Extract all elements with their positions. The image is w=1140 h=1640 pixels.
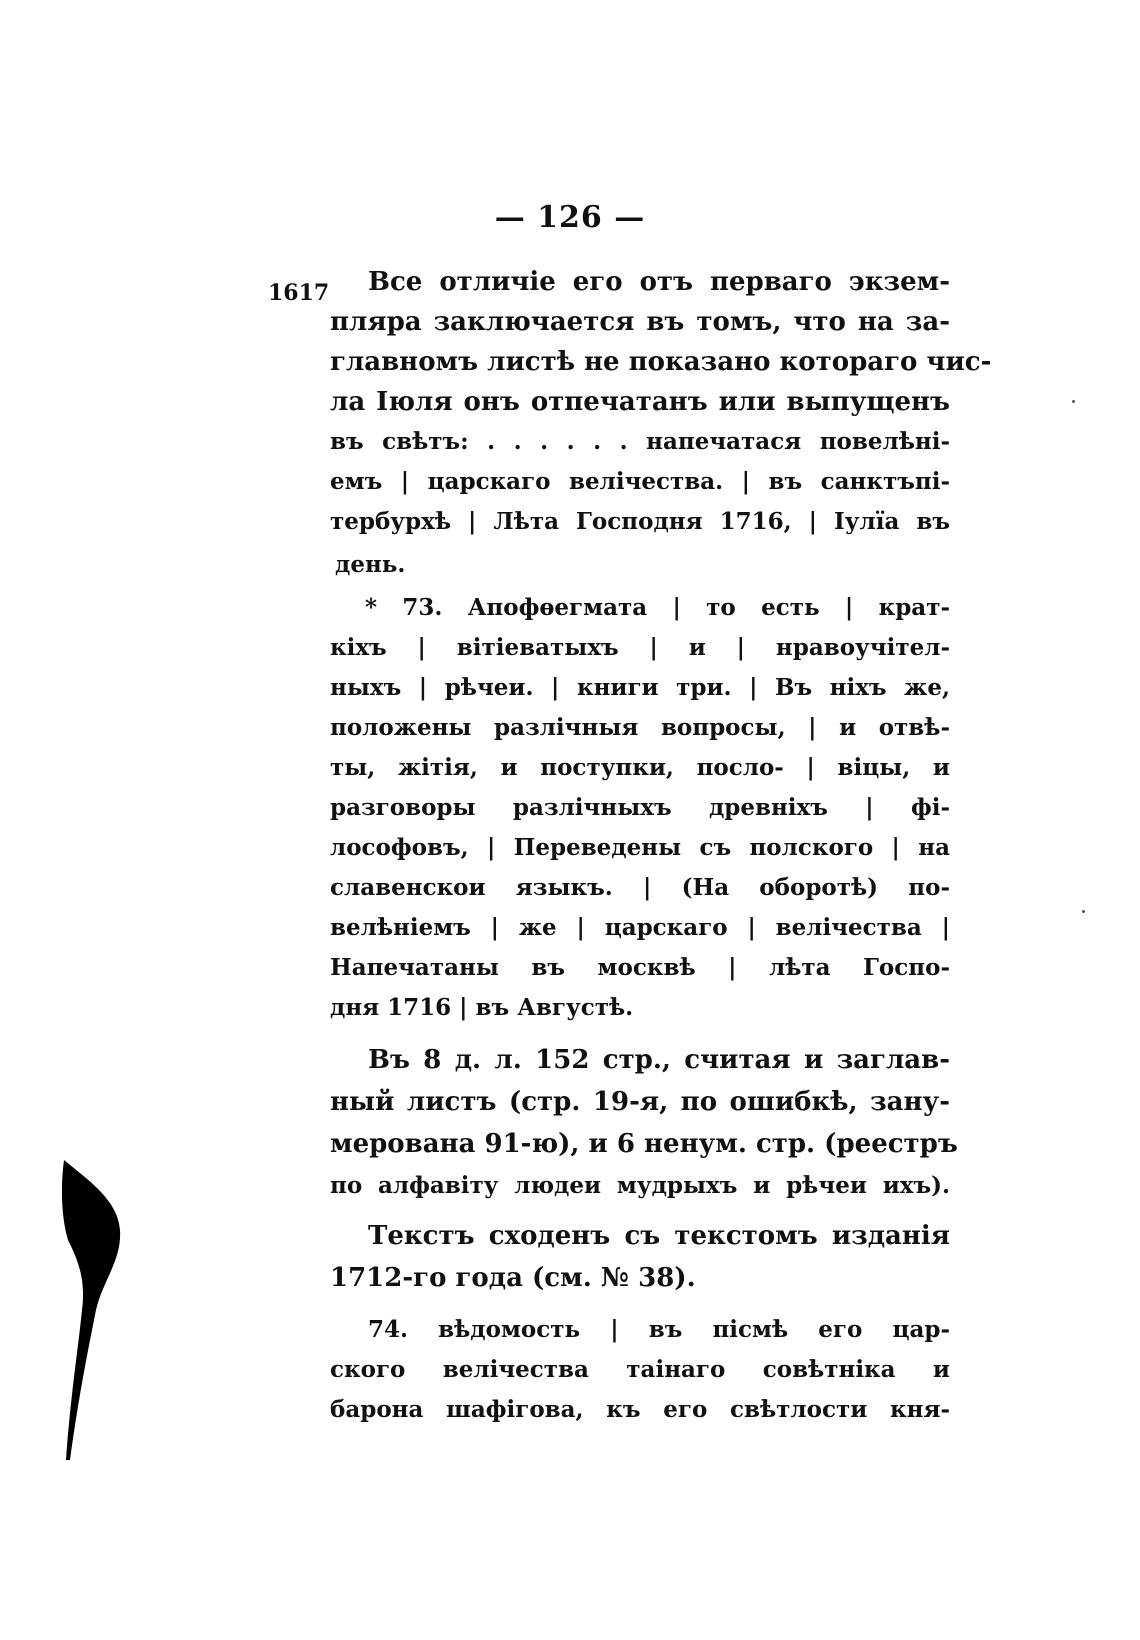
text-line: ты, жітія, и поступки, посло- | віцы, и <box>330 754 950 781</box>
text-line: разговоры разлічныхъ древніхъ | фі- <box>330 794 950 821</box>
text-line: день. <box>335 551 406 578</box>
text-line: 74. вѣдомость | въ пісмѣ его цар- <box>368 1316 950 1343</box>
text-line: ныхъ | рѣчеи. | книги три. | Въ ніхъ же, <box>330 674 950 701</box>
text-line: велѣніемъ | же | царскаго | велічества | <box>330 914 950 941</box>
text-line: лософовъ, | Переведены съ полского | на <box>330 834 950 861</box>
text-line: мерована 91-ю), и 6 ненум. стр. (реестръ <box>330 1129 958 1159</box>
text-line: главномъ листѣ не показано котораго чис- <box>330 347 992 377</box>
text-line: * 73. Апофѳегмата | то есть | крат- <box>365 594 950 621</box>
text-line: кіхъ | вітіеватыхъ | и | нравоучітел- <box>330 634 950 661</box>
text-line: Текстъ сходенъ съ текстомъ изданія <box>368 1221 950 1251</box>
text-line: Напечатаны въ москвѣ | лѣта Госпо- <box>330 954 950 981</box>
text-line: тербурхѣ | Лѣта Господня 1716, | Іулїа въ <box>330 508 950 535</box>
text-line: ный листъ (стр. 19-я, по ошибкѣ, зану- <box>330 1087 950 1117</box>
text-line: славенскои языкъ. | (На оборотѣ) по- <box>330 874 950 901</box>
speck <box>1072 400 1075 403</box>
ink-stain <box>58 1160 138 1460</box>
text-line: ла Іюля онъ отпечатанъ или выпущенъ <box>330 387 950 417</box>
text-line: 1712-го года (см. № 38). <box>330 1263 696 1293</box>
margin-year: 1617 <box>268 280 330 306</box>
text-line: Все отличіе его отъ перваго экзем- <box>368 267 950 297</box>
text-line: по алфавіту людеи мудрыхъ и рѣчеи ихъ). <box>330 1172 950 1199</box>
text-line: ского велічества таінаго совѣтніка и <box>330 1356 950 1383</box>
text-line: Въ 8 д. л. 152 стр., считая и заглав- <box>368 1045 950 1075</box>
text-line: емъ | царскаго велічества. | въ санктъпі- <box>330 468 950 495</box>
speck <box>1082 910 1085 913</box>
text-line: пляра заключается въ томъ, что на за- <box>330 307 950 337</box>
text-line: барона шафігова, къ его свѣтлости кня- <box>330 1396 950 1423</box>
page-number: — 126 — <box>494 200 646 235</box>
text-line: дня 1716 | въ Августѣ. <box>330 994 634 1021</box>
text-line: положены разлічныя вопросы, | и отвѣ- <box>330 714 950 741</box>
text-line: въ свѣтъ: . . . . . . напечатася повелѣні- <box>330 428 950 455</box>
